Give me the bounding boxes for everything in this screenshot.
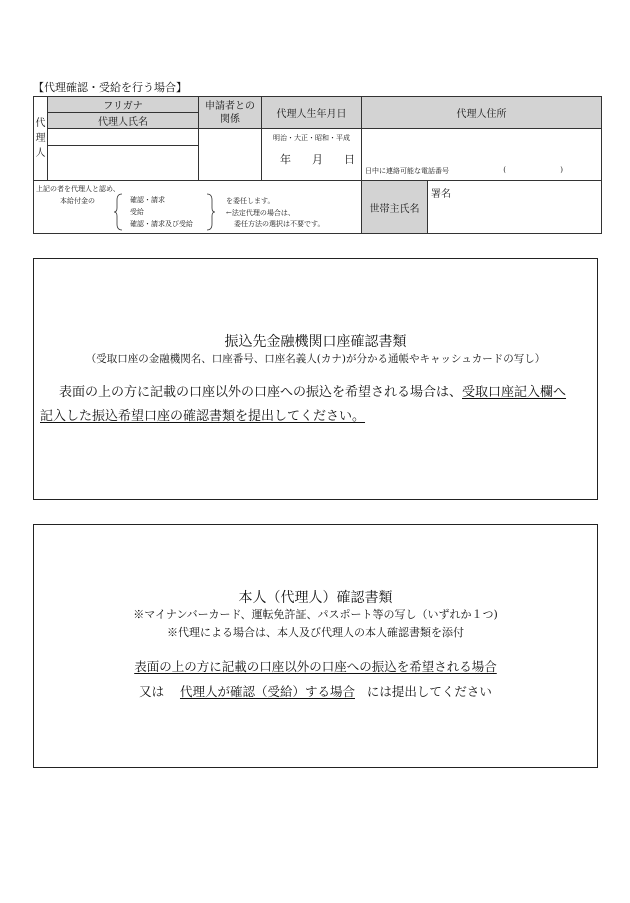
bank-box-body-line2: 記入した振込希望口座の確認書類を提出してください。	[40, 409, 366, 424]
id-box-line1: 表面の上の方に記載の口座以外の口座への振込を希望される場合	[134, 659, 497, 674]
signature-label: 署名	[431, 189, 451, 200]
mandate-statement: 上記の者を代理人と認め、 本給付金の 確認・請求 受給 確認・請求及び受給 を委任します。 ←法定代理の場合は、 委任方法の選択は不要です。	[34, 181, 362, 234]
id-box-title: 本人（代理人）確認書類	[238, 590, 393, 606]
year-label: 年	[280, 153, 291, 166]
mandate-option-2[interactable]: 受給	[130, 208, 144, 216]
relation-field[interactable]	[199, 129, 262, 181]
day-label: 日	[344, 153, 355, 166]
era-options: 明治・大正・昭和・平成	[273, 134, 350, 142]
signature-field[interactable]	[428, 181, 602, 234]
id-box-note1: ※マイナンバーカード、運転免許証、パスポート等の写し（いずれか１つ)	[133, 608, 498, 621]
right-brace	[206, 193, 216, 231]
mandate-option-1[interactable]: 確認・請求	[130, 196, 165, 204]
name-header: 代理人氏名	[48, 113, 199, 129]
birthdate-header: 代理人生年月日	[262, 97, 362, 129]
section-title: 【代理確認・受給を行う場合】	[33, 81, 187, 94]
phone-paren-open: (	[503, 166, 506, 174]
relation-header: 申請者との 関係	[199, 97, 262, 129]
bank-box-title: 振込先金融機関口座確認書類	[224, 334, 407, 350]
phone-label: 日中に連絡可能な電話番号	[365, 167, 449, 175]
id-box-note2: ※代理による場合は、本人及び代理人の本人確認書類を添付	[167, 626, 464, 639]
proxy-form-table	[33, 96, 602, 234]
month-label: 月	[312, 153, 323, 166]
id-box-line2: 又は 代理人が確認（受給）する場合 には提出してください	[139, 684, 492, 699]
phone-paren-close: )	[560, 166, 563, 174]
mandate-option-3[interactable]: 確認・請求及び受給	[130, 220, 193, 228]
bank-box-body-line1: 表面の上の方に記載の口座以外の口座への振込を希望される場合は、受取口座記入欄へ	[59, 385, 567, 400]
bank-box-subtitle: （受取口座の金融機関名、口座番号、口座名義人(カナ)が分かる通帳やキャッシュカードの写し）	[85, 353, 546, 365]
household-head-label: 世帯主氏名	[362, 181, 428, 234]
name-field[interactable]	[48, 146, 199, 181]
bank-account-document-box	[33, 258, 598, 500]
address-header: 代理人住所	[362, 97, 602, 129]
address-field[interactable]	[362, 129, 602, 181]
left-brace	[114, 193, 124, 231]
furigana-header: フリガナ	[48, 97, 199, 113]
proxy-row-label: 代 理 人	[34, 97, 48, 181]
furigana-field[interactable]	[48, 129, 199, 146]
birthdate-field[interactable]	[262, 129, 362, 181]
phone-line[interactable]	[362, 166, 601, 176]
identity-document-box	[33, 524, 598, 768]
